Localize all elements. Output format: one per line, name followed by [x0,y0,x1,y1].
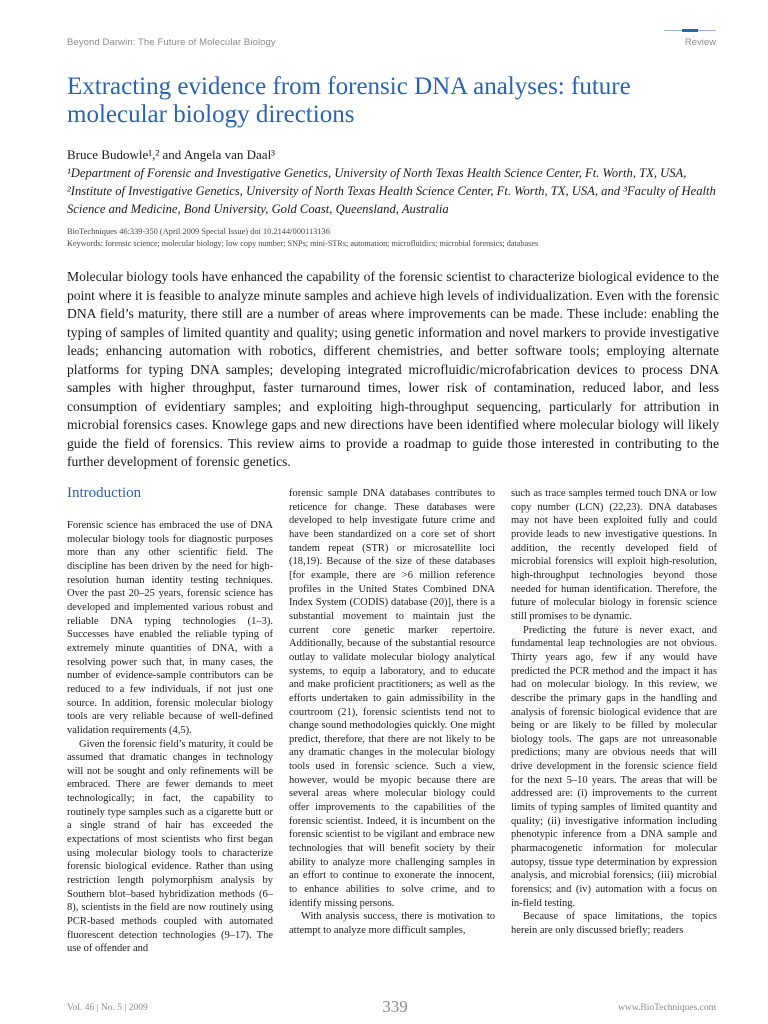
column-3 [511,487,717,938]
paragraph: such as trace samples termed touch DNA or low copy number (LCN) (22,23). DNA databases may not have been exploited fully and could provide leads to new investigative questions. In addition, the recently developed field of microbial forensics will exploit high-resolution, high-throughput technologies beyond those needed for human identification. Therefore, the future of molecular biology in forensic science still promises to be dynamic. [511,488,717,622]
page-number: 339 [382,997,408,1016]
section-label: Review [684,37,716,48]
keywords-line: Keywords: forensic science; molecular biology; low copy number; SNPs; mini-STRs; automation; microfluidics; microbial forensics; databases [67,239,539,248]
paragraph: With analysis success, there is motivation to attempt to analyze more difficult samples, [289,911,495,936]
journal-website-link[interactable]: www.BioTechniques.com [618,1003,716,1013]
paragraph: Forensic science has embraced the use of DNA molecular biology tools for diagnostic purposes more than any other scientific field. The discipline has been driven by the need for high-resolution human identity testing techniques. Over the past 20–25 years, forensic science has developed and implemented various robust and reliable DNA typing technologies (1–3). Successes have enabled the reliable typing of extremely minute quantities of DNA, with a resolving power such that, in many cases, the number of evidence-sample contributors can be reduced to a few individuals, if not just one source. In addition, forensic molecular biology tools are very reliable because of well-defined validation requirements (4,5). [67,520,273,736]
article-authors: Bruce Budowle¹,² and Angela van Daal³ [67,147,276,162]
header-rule-mark [664,29,716,32]
page-header [67,37,716,51]
paragraph: forensic sample DNA databases contributes to reticence for change. These databases were developed to help investigate future crime and have been standardized on a core set of short tandem repeat (STR) or microsatellite loci (18,19). Because of the size of these databases [for example, there are >6 million reference profiles in the United States Combined DNA Index System (CODIS) database (20)], there is a substantial movement to maintain just the current core genetic marker repertoire. Additionally, because of the substantial resource outlay to validate molecular biology analytical systems, to equip a laboratory, and to educate and make proficient practitioners; as well as the efforts undertaken to gain admissibility in the courtroom (21), forensic scientists tend not to change sound methodologies quickly. One might predict, therefore, that there are not likely to be any dramatic changes in the molecular biology tools used in forensic science. Such a view, however, would be myopic because there are several areas where molecular biology could offer improvements to the capabilities of the forensic scientist. Indeed, it is incumbent on the forensic scientist to be vigilant and embrace new technologies that will benefit society by their ability to analyze more challenging samples in an effort to continue to exonerate the innocent, to enhance abilities to solve crime, and to identify missing persons. [289,488,495,909]
paragraph: Given the forensic field’s maturity, it could be assumed that dramatic changes in technology will not be sought and only refinements will be embraced. There are fewer demands to meet technologically; in fact, the capability to routinely type samples such as a cigarette butt or a single strand of hair has exceeded the expectations of most scientists who first began using molecular biology tools to characterize forensic biological evidence. Rather than using restriction length polymorphism analysis by Southern blot–based hybridization methods (6–8), scientists in the field are now routinely using PCR-based methods coupled with automated fluorescent detection technologies (9–17). The use of offender and [67,738,273,955]
author-affiliations: ¹Department of Forensic and Investigative Genetics, University of North Texas Health Science Center, Ft. Worth, TX, USA, ²Institute of Investigative Genetics, University of North Texas Health Science Center, Ft. Worth, TX, USA, and ³Faculty of Health Science and Medicine, Bond University, Gold Coast, Queensland, Australia [67,166,716,216]
section-heading-introduction: Introduction [67,485,142,501]
paragraph: Predicting the future is never exact, and fundamental leap technologies are not obvious. Thirty years ago, few if any would have predicted the PCR method and the impact it has had on molecular biology. In this review, we describe the primary gaps in the handling and analysis of forensic biological evidence that are being or are likely to be filled by molecular biology tools. The gaps are not unreasonable predictions; many are obvious needs that will drive development in the forensic science field for the next 5–10 years. The areas that will be addressed are: (i) improvements to the current limits of typing samples of limited quantity and quality; (ii) investigative information including phenotypic inference from a DNA sample and pharmacogenetic information for molecular autopsy, tissue type determination by expression analysis, and microbial forensics; (iii) microbial forensics; and (iv) automation with a focus on in-field testing. [511,624,717,909]
abstract: Molecular biology tools have enhanced the capability of the forensic scientist to characterize biological evidence to the point where it is feasible to analyze minute samples and achieve high levels of individualization. Even with the forensic DNA field’s maturity, there still are a number of areas where improvements can be made. These include: enabling the typing of samples of limited quantity and quality; using genetic information and novel markers to provide investigative leads; enhancing automation with robotics, different chemistries, and better software tools; employing alternate platforms for typing DNA samples; developing integrated microfluidic/microfabrication devices to process DNA samples with higher throughput, faster turnaround times, lower risk of contamination, reduced labor, and less consumption of evidentiary samples; and exploiting high-throughput sequencing, particularly for attribution in microbial forensics cases. Knowlege gaps and new directions have been identified where molecular biology will likely guide the field of forensics. This review aims to provide a roadmap to guide those interested in contributing to the further development of forensic genetics. [67,269,719,469]
volume-issue: Vol. 46 | No. 5 | 2009 [67,1003,148,1013]
running-title: Beyond Darwin: The Future of Molecular Biology [67,37,276,48]
paragraph: Because of space limitations, the topics herein are only discussed briefly; readers [511,911,717,936]
column-2 [289,487,495,938]
body-columns [67,487,719,987]
page-footer [67,997,716,1017]
citation-line: BioTechniques 46:339-350 (April 2009 Special Issue) doi 10.2144/000113136 [67,227,330,236]
article-title: Extracting evidence from forensic DNA analyses: future molecular biology directions [67,73,631,128]
